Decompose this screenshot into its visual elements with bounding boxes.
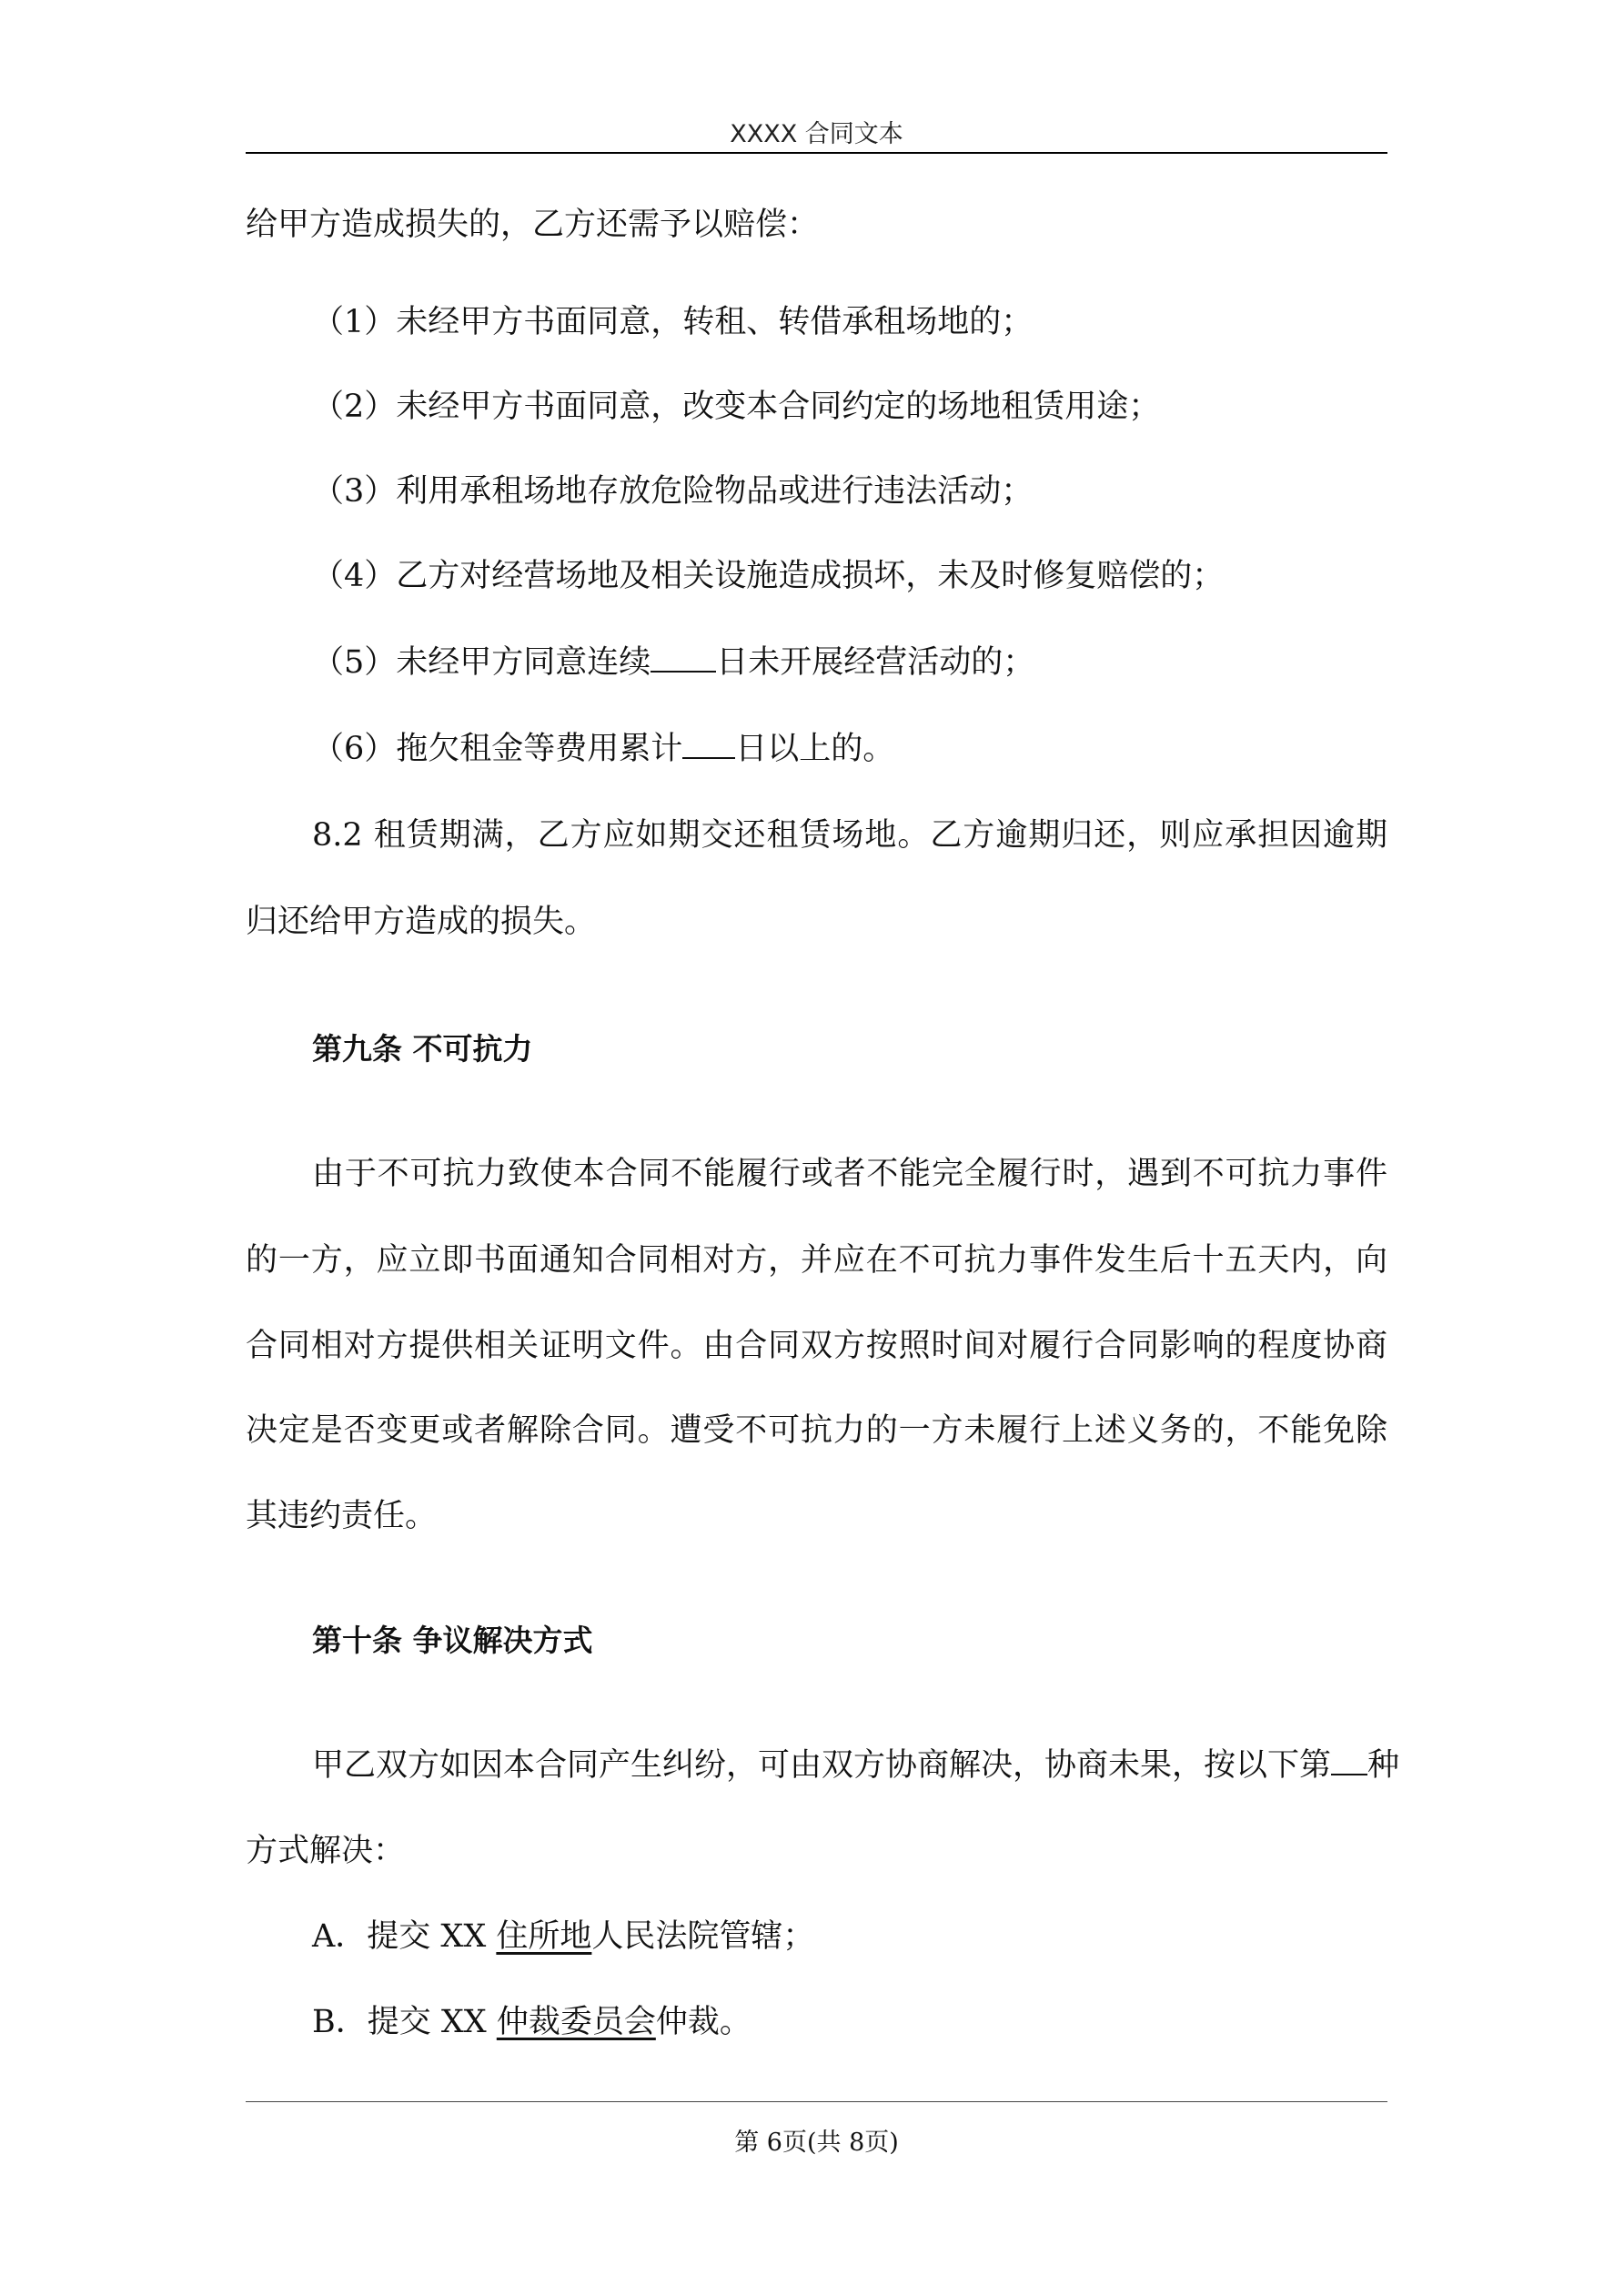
paragraph-line — [312, 1745, 1400, 1785]
paragraph-text: 种 — [1367, 1747, 1400, 1784]
option-underlined-text: 住所地 — [496, 1918, 592, 1955]
list-item: （3）利用承租场地存放危险物品或进行违法活动； — [312, 473, 1034, 510]
option-prefix: A．提交 XX — [312, 1918, 497, 1955]
option-a — [312, 1917, 814, 1957]
list-item — [312, 642, 1034, 683]
article-10-heading: 第十条 争议解决方式 — [312, 1623, 593, 1658]
paragraph-line: 合同相对方提供相关证明文件。由合同双方按照时间对履行合同影响的程度协商 — [246, 1328, 1387, 1364]
page-header-title: XXXX 合同文本 — [730, 120, 903, 148]
paragraph-line: 由于不可抗力致使本合同不能履行或者不能完全履行时，遇到不可抗力事件 — [312, 1156, 1387, 1192]
paragraph-line: 方式解决： — [246, 1833, 406, 1869]
paragraph-text: 甲乙双方如因本合同产生纠纷，可由双方协商解决，协商未果，按以下第 — [312, 1747, 1332, 1784]
paragraph-line: 决定是否变更或者解除合同。遭受不可抗力的一方未履行上述义务的，不能免除 — [246, 1412, 1387, 1449]
footer-divider — [246, 2101, 1387, 2102]
item-text: 日以上的。 — [735, 731, 895, 767]
fill-in-blank[interactable] — [682, 730, 735, 759]
fill-in-blank[interactable] — [1331, 1746, 1367, 1775]
list-item: （4）乙方对经营场地及相关设施造成损坏，未及时修复赔偿的； — [312, 558, 1225, 594]
list-item: （2）未经甲方书面同意，改变本合同约定的场地租赁用途； — [312, 389, 1161, 425]
paragraph-line: 的一方，应立即书面通知合同相对方，并应在不可抗力事件发生后十五天内，向 — [246, 1242, 1387, 1279]
paragraph-line: 其违约责任。 — [246, 1498, 438, 1534]
fill-in-blank[interactable] — [651, 643, 716, 673]
list-item: （1）未经甲方书面同意，转租、转借承租场地的； — [312, 304, 1034, 340]
page-number: 第 6页(共 8页) — [734, 2129, 899, 2157]
header-divider — [246, 152, 1387, 154]
item-text: （6）拖欠租金等费用累计 — [312, 731, 683, 767]
list-item — [312, 729, 894, 769]
option-suffix: 人民法院管辖； — [591, 1918, 815, 1955]
item-text: （5）未经甲方同意连续 — [312, 644, 651, 681]
paragraph-line: 归还给甲方造成的损失。 — [246, 904, 597, 940]
paragraph-line: 给甲方造成损失的，乙方还需予以赔偿： — [246, 207, 820, 243]
option-suffix: 仲裁。 — [655, 2004, 751, 2040]
option-prefix: B．提交 XX — [312, 2004, 497, 2040]
option-underlined-text: 仲裁委员会 — [496, 2004, 656, 2040]
article-9-heading: 第九条 不可抗力 — [312, 1031, 533, 1067]
option-b — [312, 2002, 751, 2042]
item-text: 日未开展经营活动的； — [716, 644, 1035, 681]
paragraph-line: 8.2 租赁期满，乙方应如期交还租赁场地。乙方逾期归还，则应承担因逾期 — [312, 817, 1387, 854]
